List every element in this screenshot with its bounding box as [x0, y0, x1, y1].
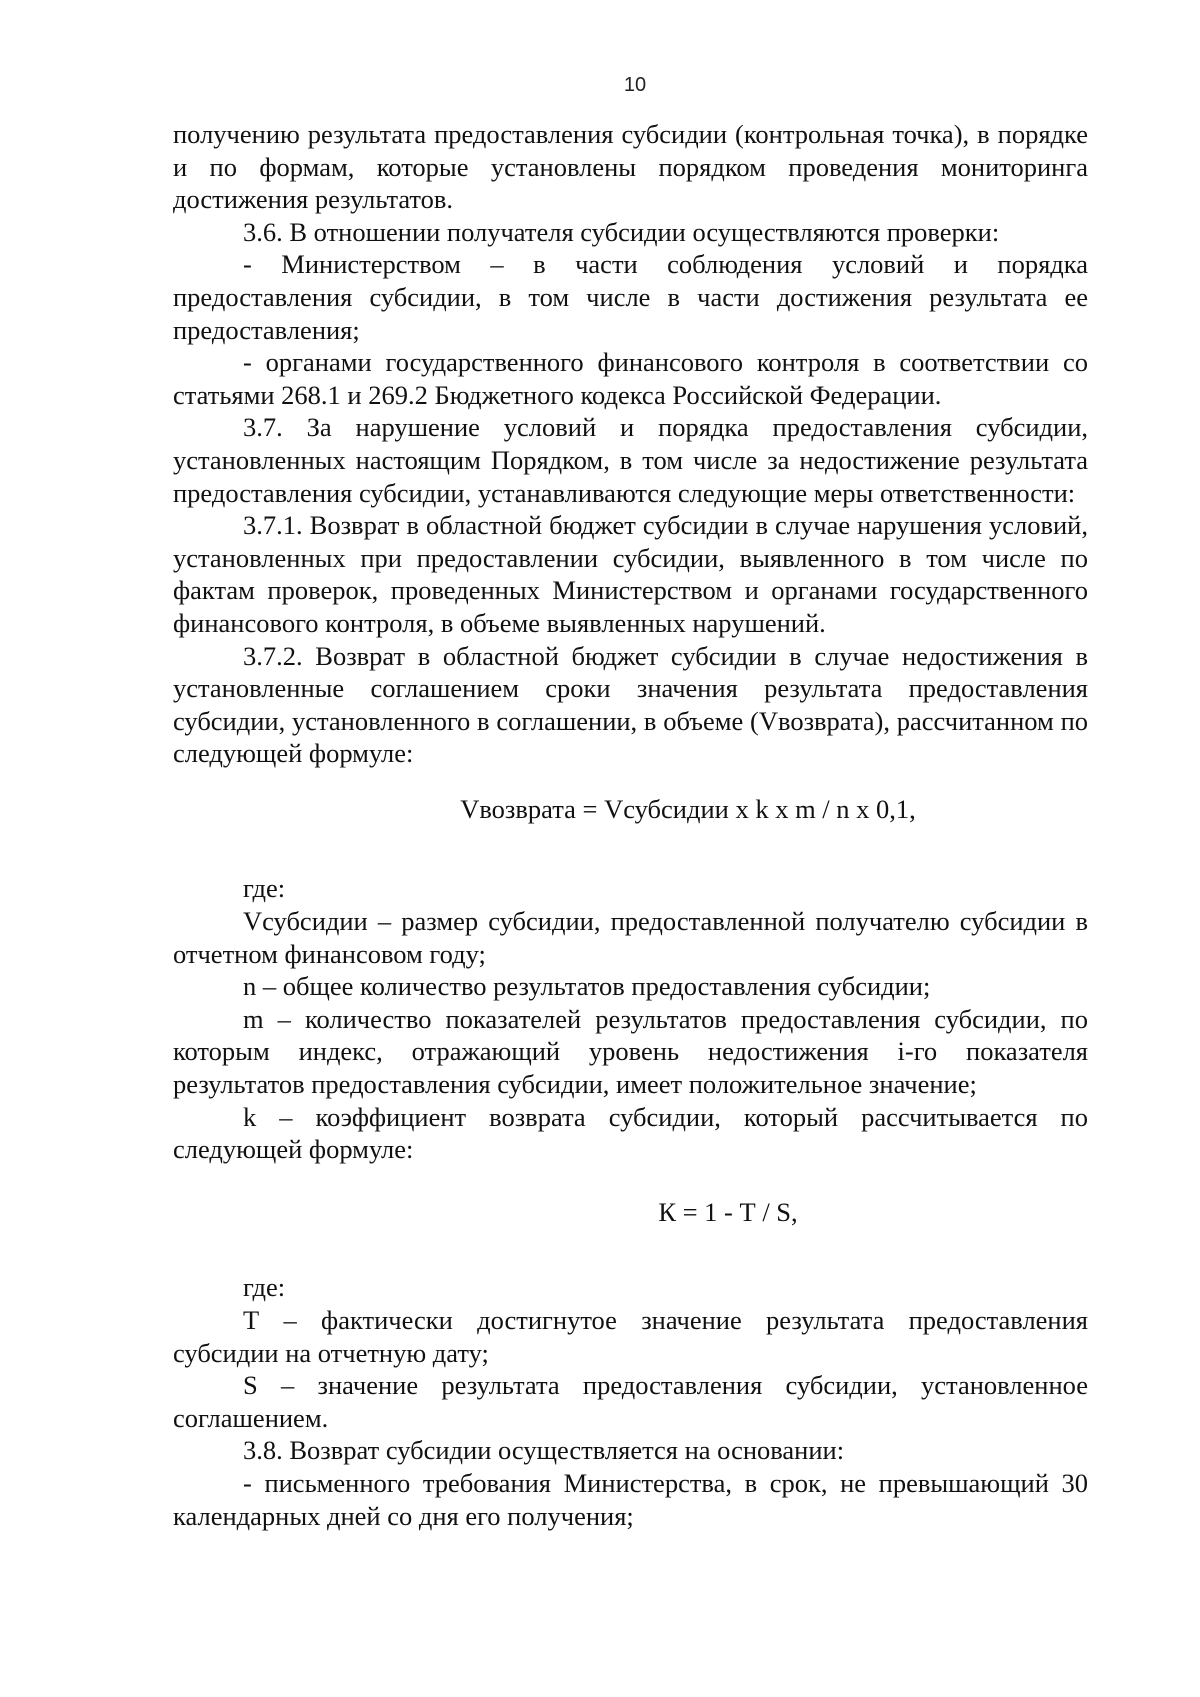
definition-m: m – количество показателей результатов предоставления субсидии, по которым индекс, отражающий уровень недостижения i-го показателя результатов предоставления субсидии, имеет положительное значение;: [173, 1003, 1088, 1100]
paragraph-continuation: получению результата предоставления субсидии (контрольная точка), в порядке и по формам, которые установлены порядком проведения мониторинга достижения результатов.: [173, 119, 1088, 215]
paragraph-3-7-1: 3.7.1. Возврат в областной бюджет субсидии в случае нарушения условий, установленных при предоставлении субсидии, выявленного в том числе по фактам проверок, проведенных Министерством и органами государственного финансового контроля, в объеме выявленных нарушений.: [173, 510, 1088, 638]
formula-refund-coefficient: К = 1 - Т / S,: [658, 1196, 798, 1227]
where-label: где:: [243, 1272, 286, 1303]
definition-v-subsidy: Vсубсидии – размер субсидии, предоставленной получателю субсидии в отчетном финансовом году;: [173, 906, 1088, 969]
definition-t: Т – фактически достигнутое значение результата предоставления субсидии на отчетную дату;: [173, 1305, 1088, 1368]
list-item-ministry-checks: - Министерством – в части соблюдения условий и порядка предоставления субсидии, в том числе в части достижения результата ее предоставления;: [173, 249, 1088, 345]
paragraph-3-8: 3.8. Возврат субсидии осуществляется на основании:: [243, 1435, 845, 1466]
paragraph-3-6: 3.6. В отношении получателя субсидии осуществляются проверки:: [243, 216, 1000, 247]
formula-refund-volume: Vвозврата = Vсубсидии x k x m / n x 0,1,: [460, 793, 916, 824]
definition-k: k – коэффициент возврата субсидии, который рассчитывается по следующей формуле:: [173, 1101, 1088, 1165]
paragraph-3-7-2: 3.7.2. Возврат в областной бюджет субсидии в случае недостижения в установленные соглашением сроки значения результата предоставления субсидии, установленного в соглашении, в объеме (Vвозврата), рассчитанном по следующей формуле:: [173, 640, 1088, 769]
list-item-state-control-checks: - органами государственного финансового контроля в соответствии со статьями 268.1 и 269.2 Бюджетного кодекса Российской Федерации.: [173, 347, 1088, 410]
definition-s: S – значение результата предоставления субсидии, установленное соглашением.: [173, 1370, 1088, 1433]
document-body: [173, 118, 1088, 1532]
paragraph-3-7: 3.7. За нарушение условий и порядка предоставления субсидии, установленных настоящим Порядком, в том числе за недостижение результата предоставления субсидии, устанавливаются следующие меры ответственности:: [173, 412, 1088, 508]
list-item-written-demand: - письменного требования Министерства, в срок, не превышающий 30 календарных дней со дня его получения;: [173, 1467, 1088, 1531]
where-label: где:: [243, 873, 286, 904]
page-number: 10: [623, 74, 647, 96]
definition-n: n – общее количество результатов предоставления субсидии;: [243, 971, 931, 1002]
